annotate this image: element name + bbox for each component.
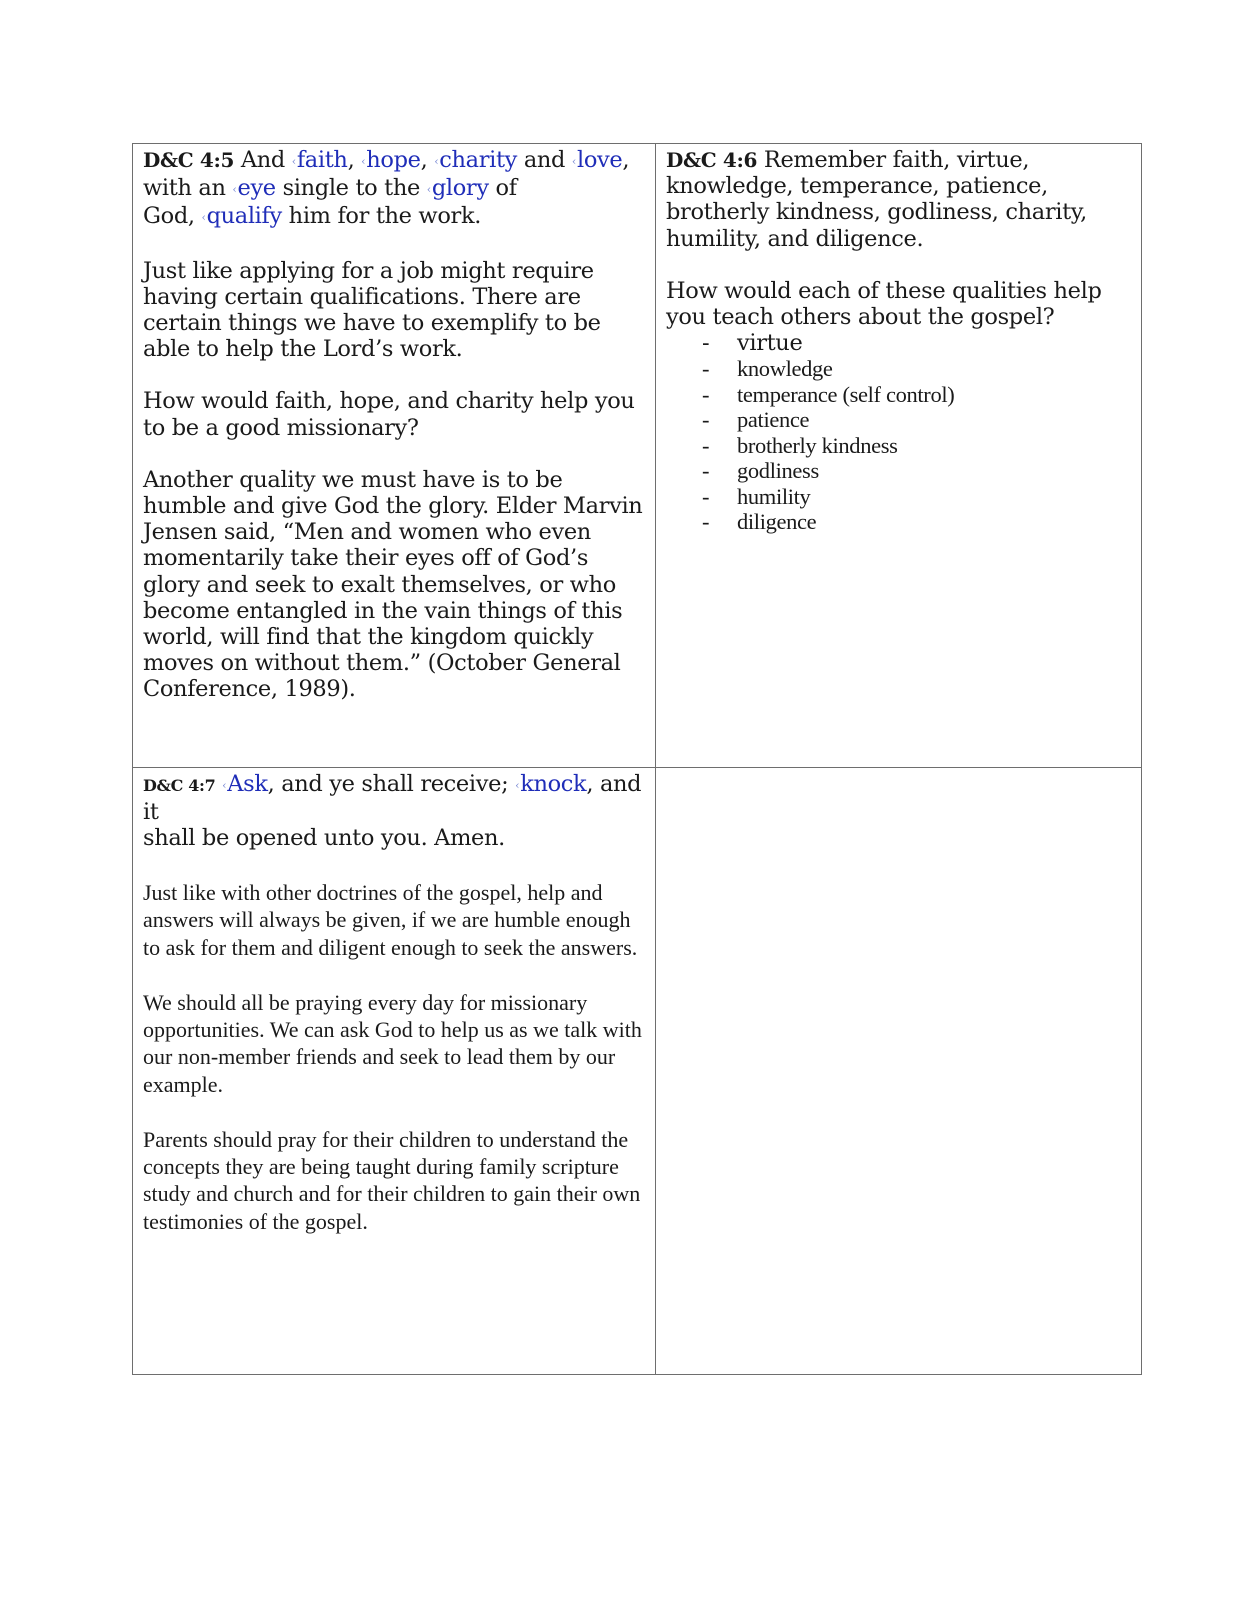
empty-cell	[656, 768, 1141, 1374]
footnote-link-charity[interactable]: charity	[439, 147, 518, 173]
footnote-marker[interactable]: ‹	[361, 155, 366, 168]
paragraph-question: How would each of these qualities help you teach others about the gospel?	[666, 277, 1102, 331]
list-item-label: brotherly kindness	[737, 432, 898, 458]
verse-text: brotherly kindness, godliness, charity,	[666, 199, 1087, 226]
list-item-label: humility	[737, 483, 811, 509]
list-item	[666, 458, 1131, 484]
paragraph-quote: Another quality we must have is to be humble and give God the glory. Elder Marvin Jensen said, “Men and women who even momentarily take their eyes off of God’s glory and seek to exalt themselves, or who become entangled in the vain things of this world, will find that the kingdom quickly moves on without them.” (October General Conference, 1989).	[143, 466, 643, 703]
scripture-ref: D&C 4:6	[666, 148, 758, 172]
paragraph-answers: Just like with other doctrines of the gospel, help and answers will always be given, if we are humble enough to ask for them and diligent enough to seek the answers.	[143, 880, 638, 960]
footnote-marker[interactable]: ‹	[232, 183, 237, 197]
scripture-ref: D&C 4:5	[143, 148, 235, 172]
cell-dc-4-5	[133, 144, 656, 768]
footnote-link-love[interactable]: love	[576, 147, 623, 173]
footnote-link-eye[interactable]: eye	[237, 175, 276, 202]
footnote-marker[interactable]: ‹	[426, 183, 431, 197]
footnote-marker[interactable]: ‹	[434, 155, 439, 168]
list-item-label: diligence	[737, 509, 817, 535]
verse-text: shall be opened unto you. Amen.	[143, 825, 505, 852]
verse-text: humility, and diligence.	[666, 225, 924, 252]
footnote-link-knock[interactable]: knock	[520, 771, 587, 797]
list-item	[666, 407, 1131, 433]
list-item	[666, 484, 1131, 510]
footnote-link-glory[interactable]: glory	[431, 175, 489, 202]
paragraph-question: How would faith, hope, and charity help you to be a good missionary?	[143, 388, 635, 441]
list-item	[666, 433, 1131, 459]
verse-4-7	[143, 771, 645, 852]
footnote-link-qualify[interactable]: qualify	[206, 203, 282, 230]
list-item	[666, 382, 1131, 408]
footnote-marker[interactable]: ‹	[222, 779, 227, 792]
footnote-marker[interactable]: ‹	[291, 155, 296, 168]
verse-text: and	[523, 147, 566, 173]
verse-text: Remember faith, virtue,	[763, 147, 1030, 173]
paragraph-qualifications: Just like applying for a job might require having certain qualifications. There are certain things we have to exemplify to be able to help the Lord’s work.	[143, 257, 601, 363]
study-table	[132, 143, 1142, 1375]
paragraph-parents: Parents should pray for their children to understand the concepts they are being taught during family scripture study and church and for their children to gain their own testimonies of the gospel.	[143, 1126, 641, 1234]
list-item	[666, 330, 1131, 356]
scripture-ref: D&C 4:7	[143, 776, 216, 795]
list-item-label: godliness	[737, 458, 819, 484]
dash-bullet: -	[702, 407, 710, 433]
footnote-link-hope[interactable]: hope	[366, 147, 421, 173]
verse-text: single to the	[282, 175, 420, 202]
footnote-marker[interactable]: ‹	[515, 779, 520, 792]
dash-bullet: -	[702, 381, 710, 407]
footnote-marker[interactable]: ‹	[571, 155, 576, 168]
list-item-label: knowledge	[737, 356, 833, 382]
list-item-label: temperance (self control)	[737, 381, 955, 407]
verse-text: , and it	[143, 771, 642, 826]
verse-text: , and ye shall receive;	[267, 771, 509, 797]
verse-text: And	[240, 147, 285, 173]
footnote-link-faith[interactable]: faith	[296, 147, 348, 173]
list-item-label: virtue	[737, 330, 803, 357]
verse-text: him for the work.	[288, 203, 482, 230]
verse-4-5: D&C 4:5 And ‹faith, ‹hope, ‹charity and ‹love, with an ‹eye single to the ‹glory of God, ‹qualify him for the work.	[143, 147, 630, 230]
verse-4-6	[666, 147, 1131, 252]
dash-bullet: -	[702, 330, 710, 357]
verse-text: knowledge, temperance, patience,	[666, 173, 1048, 200]
dash-bullet: -	[702, 483, 710, 509]
verse-text: with an	[143, 175, 226, 202]
footnote-link-ask[interactable]: Ask	[227, 771, 268, 797]
dash-bullet: -	[702, 509, 710, 535]
cell-dc-4-7	[133, 768, 656, 1374]
cell-dc-4-6	[656, 144, 1141, 768]
paragraph-praying: We should all be praying every day for missionary opportunities. We can ask God to help us as we talk with our non-member friends and seek to lead them by our example.	[143, 989, 642, 1097]
footnote-marker[interactable]: ‹	[201, 211, 206, 225]
dash-bullet: -	[702, 458, 710, 484]
dash-bullet: -	[702, 432, 710, 458]
list-item	[666, 509, 1131, 535]
verse-text: God,	[143, 203, 195, 230]
qualities-list	[666, 330, 1131, 535]
list-item-label: patience	[737, 407, 810, 433]
dash-bullet: -	[702, 356, 710, 382]
verse-text: of	[495, 175, 517, 202]
list-item	[666, 356, 1131, 382]
